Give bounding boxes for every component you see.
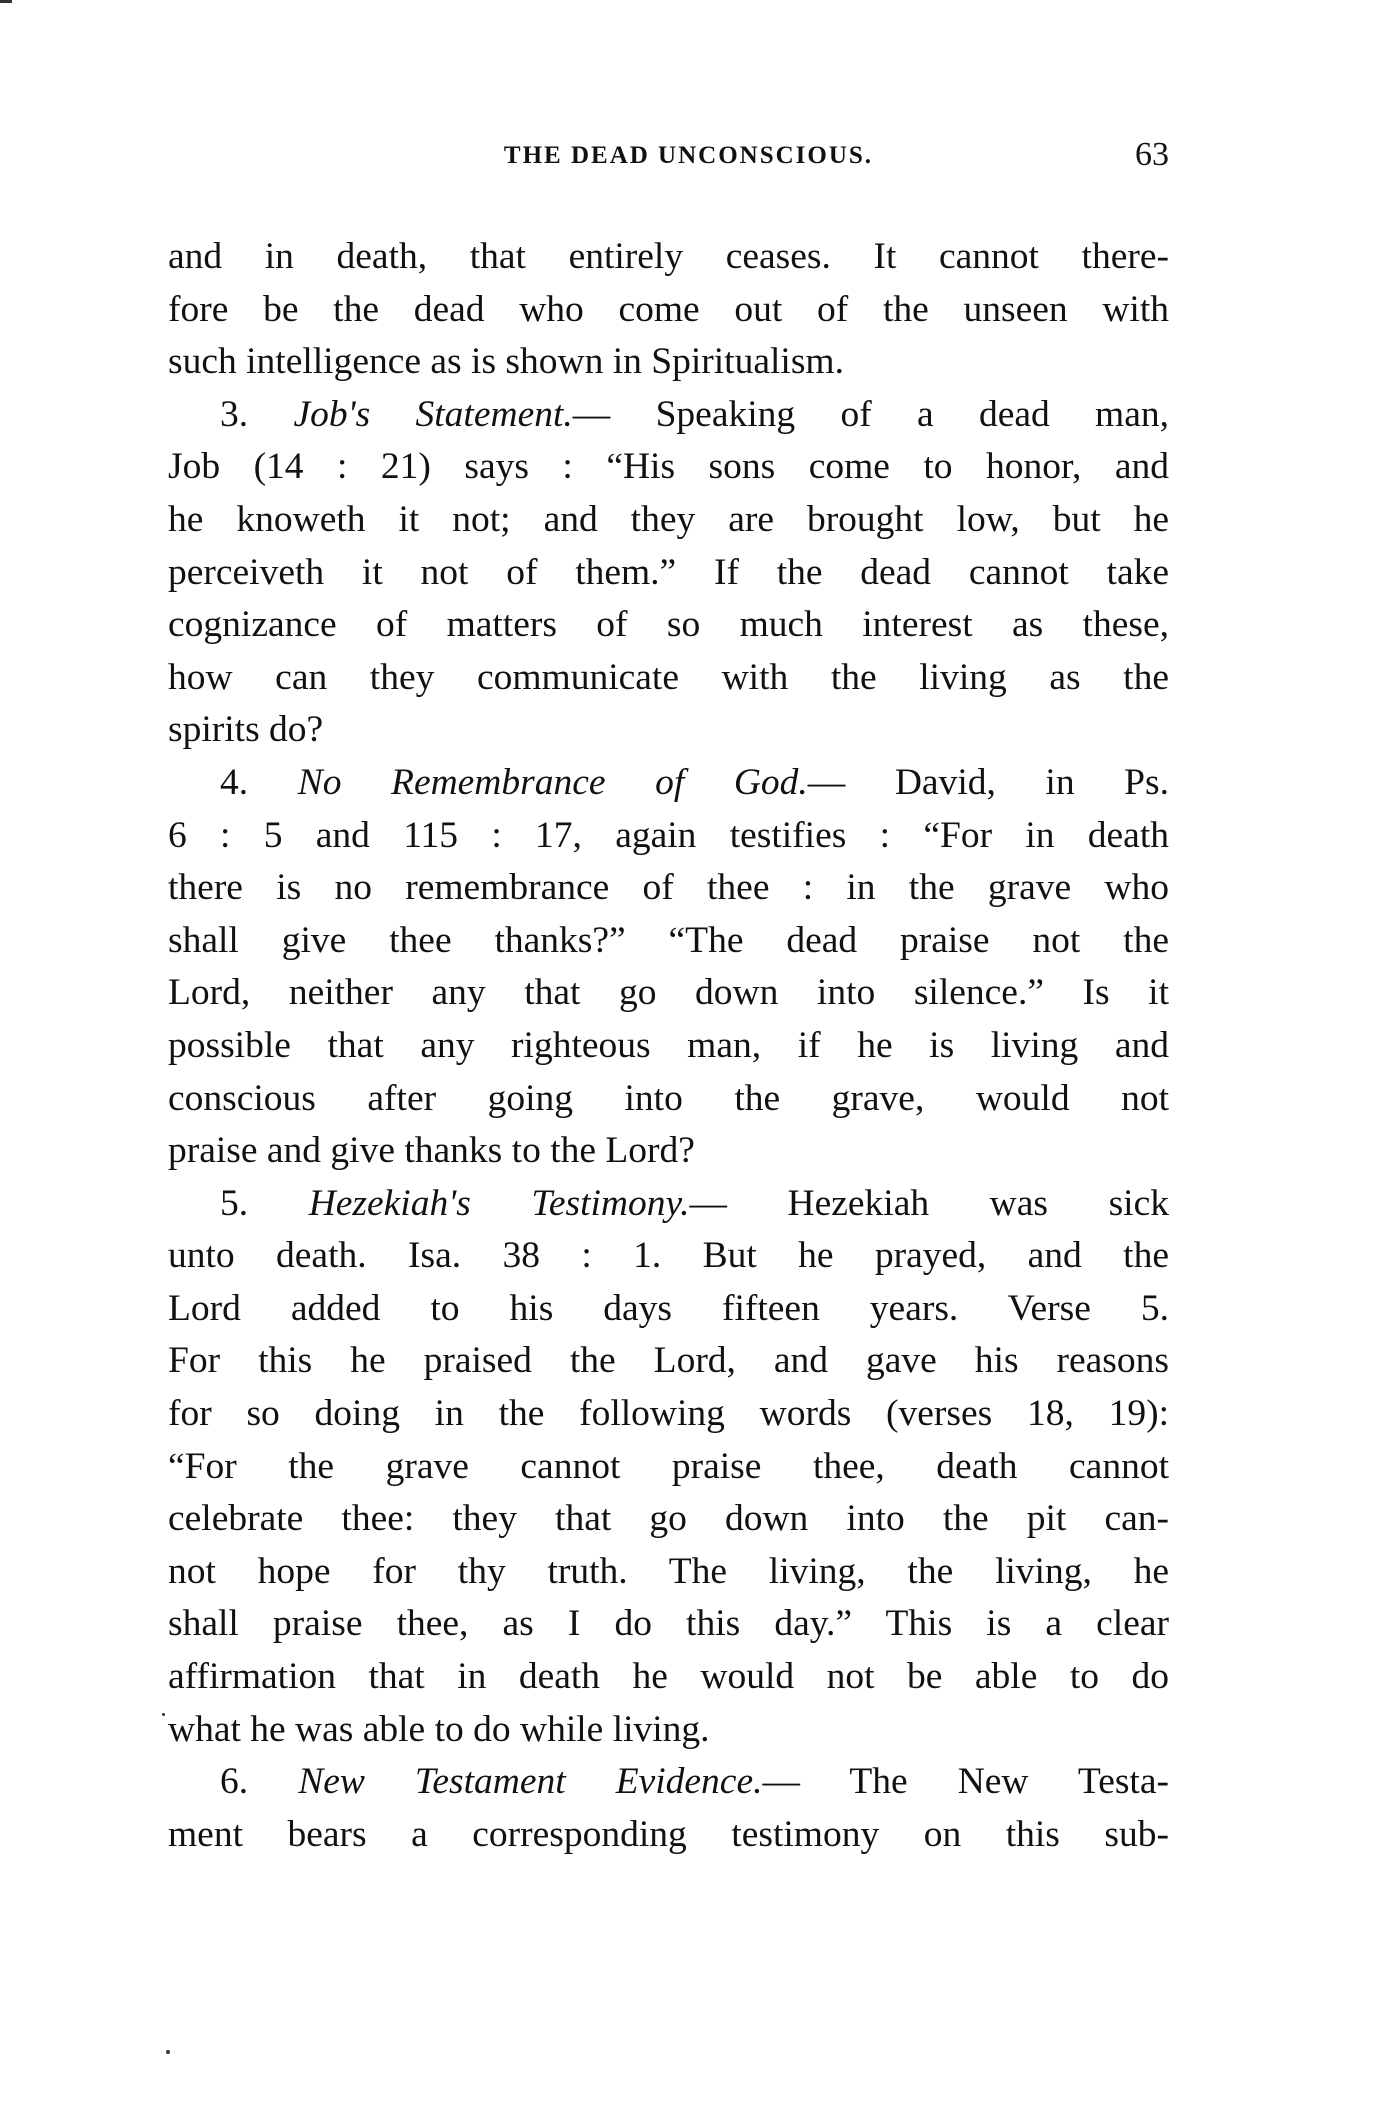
line-text: such intelligence as is shown in Spiritualism. bbox=[168, 341, 844, 383]
text-line bbox=[168, 915, 1169, 968]
line-text: praise and give thanks to the Lord? bbox=[168, 1130, 695, 1172]
text-line bbox=[168, 862, 1169, 915]
section-title: No Remembrance of God. bbox=[297, 761, 808, 803]
running-header bbox=[168, 136, 1169, 186]
scan-speck bbox=[0, 0, 12, 3]
running-title: THE DEAD UNCONSCIOUS. bbox=[503, 142, 874, 169]
line-text: celebrate thee: they that go down into the pit can- bbox=[168, 1498, 1169, 1540]
line-text: — David, in Ps. bbox=[807, 761, 1169, 803]
text-line bbox=[168, 1546, 1169, 1599]
text-line bbox=[168, 231, 1169, 284]
line-text: conscious after going into the grave, would not bbox=[168, 1077, 1169, 1119]
line-text: he knoweth it not; and they are brought low, but he bbox=[168, 498, 1169, 540]
text-line bbox=[168, 1598, 1169, 1651]
text-line bbox=[168, 1493, 1169, 1546]
line-text: for so doing in the following words (verses 18, 19): bbox=[168, 1393, 1169, 1435]
line-text: 6 : 5 and 115 : 17, again testifies : “For in death bbox=[168, 814, 1169, 856]
text-line bbox=[168, 1651, 1169, 1704]
text-line bbox=[168, 1125, 1169, 1178]
line-text: Job (14 : 21) says : “His sons come to honor, and bbox=[168, 446, 1169, 488]
line-text: ment bears a corresponding testimony on this sub- bbox=[168, 1813, 1169, 1855]
line-text: affirmation that in death he would not be able to do bbox=[168, 1656, 1169, 1698]
text-line bbox=[168, 1073, 1169, 1126]
section-heading-line bbox=[168, 757, 1169, 810]
line-text: “For the grave cannot praise thee, death cannot bbox=[168, 1445, 1169, 1487]
section-heading-line bbox=[168, 1756, 1169, 1809]
text-line bbox=[168, 652, 1169, 705]
text-line bbox=[168, 1283, 1169, 1336]
line-text: spirits do? bbox=[168, 709, 324, 751]
line-text: Lord, neither any that go down into silence.” Is it bbox=[168, 972, 1169, 1014]
line-text: — Speaking of a dead man, bbox=[572, 393, 1169, 435]
line-text: — Hezekiah was sick bbox=[689, 1182, 1169, 1224]
line-text: perceiveth it not of them.” If the dead cannot take bbox=[168, 551, 1169, 593]
section-number: 4. bbox=[220, 761, 249, 803]
line-text: — The New Testa- bbox=[762, 1761, 1169, 1803]
section-number: 5. bbox=[220, 1182, 249, 1224]
section-number: 6. bbox=[220, 1761, 249, 1803]
text-line bbox=[168, 1441, 1169, 1494]
text-line bbox=[168, 336, 1169, 389]
section-number: 3. bbox=[220, 393, 249, 435]
section-heading-line bbox=[168, 1178, 1169, 1231]
text-line bbox=[168, 1335, 1169, 1388]
text-line bbox=[168, 599, 1169, 652]
line-text: unto death. Isa. 38 : 1. But he prayed, and the bbox=[168, 1235, 1169, 1277]
section-title: New Testament Evidence. bbox=[298, 1761, 763, 1803]
text-line bbox=[168, 547, 1169, 600]
text-line bbox=[168, 967, 1169, 1020]
scan-speck bbox=[162, 1713, 165, 1716]
line-text: Lord added to his days fifteen years. Verse 5. bbox=[168, 1287, 1169, 1329]
line-text: shall praise thee, as I do this day.” This is a clear bbox=[168, 1603, 1169, 1645]
text-line bbox=[168, 1020, 1169, 1073]
section-title: Job's Statement. bbox=[293, 393, 573, 435]
scan-speck bbox=[166, 2050, 170, 2054]
line-text: not hope for thy truth. The living, the living, he bbox=[168, 1550, 1169, 1592]
line-text: how can they communicate with the living as the bbox=[168, 656, 1169, 698]
text-line bbox=[168, 494, 1169, 547]
text-line bbox=[168, 1230, 1169, 1283]
text-line bbox=[168, 1704, 1169, 1757]
line-text: cognizance of matters of so much interest as these, bbox=[168, 604, 1169, 646]
text-line bbox=[168, 810, 1169, 863]
section-heading-line bbox=[168, 389, 1169, 442]
body-text bbox=[168, 231, 1169, 1861]
line-text: shall give thee thanks?” “The dead praise not the bbox=[168, 919, 1169, 961]
text-line bbox=[168, 441, 1169, 494]
line-text: For this he praised the Lord, and gave his reasons bbox=[168, 1340, 1169, 1382]
line-text: what he was able to do while living. bbox=[168, 1708, 710, 1750]
text-line bbox=[168, 1809, 1169, 1862]
line-text: fore be the dead who come out of the unseen with bbox=[168, 288, 1169, 330]
line-text: there is no remembrance of thee : in the grave who bbox=[168, 867, 1169, 909]
text-line bbox=[168, 704, 1169, 757]
section-title: Hezekiah's Testimony. bbox=[308, 1182, 690, 1224]
line-text: possible that any righteous man, if he is living and bbox=[168, 1024, 1169, 1066]
line-text: and in death, that entirely ceases. It cannot there- bbox=[168, 236, 1169, 277]
text-line bbox=[168, 284, 1169, 337]
text-line bbox=[168, 1388, 1169, 1441]
page-number: 63 bbox=[1135, 136, 1169, 173]
